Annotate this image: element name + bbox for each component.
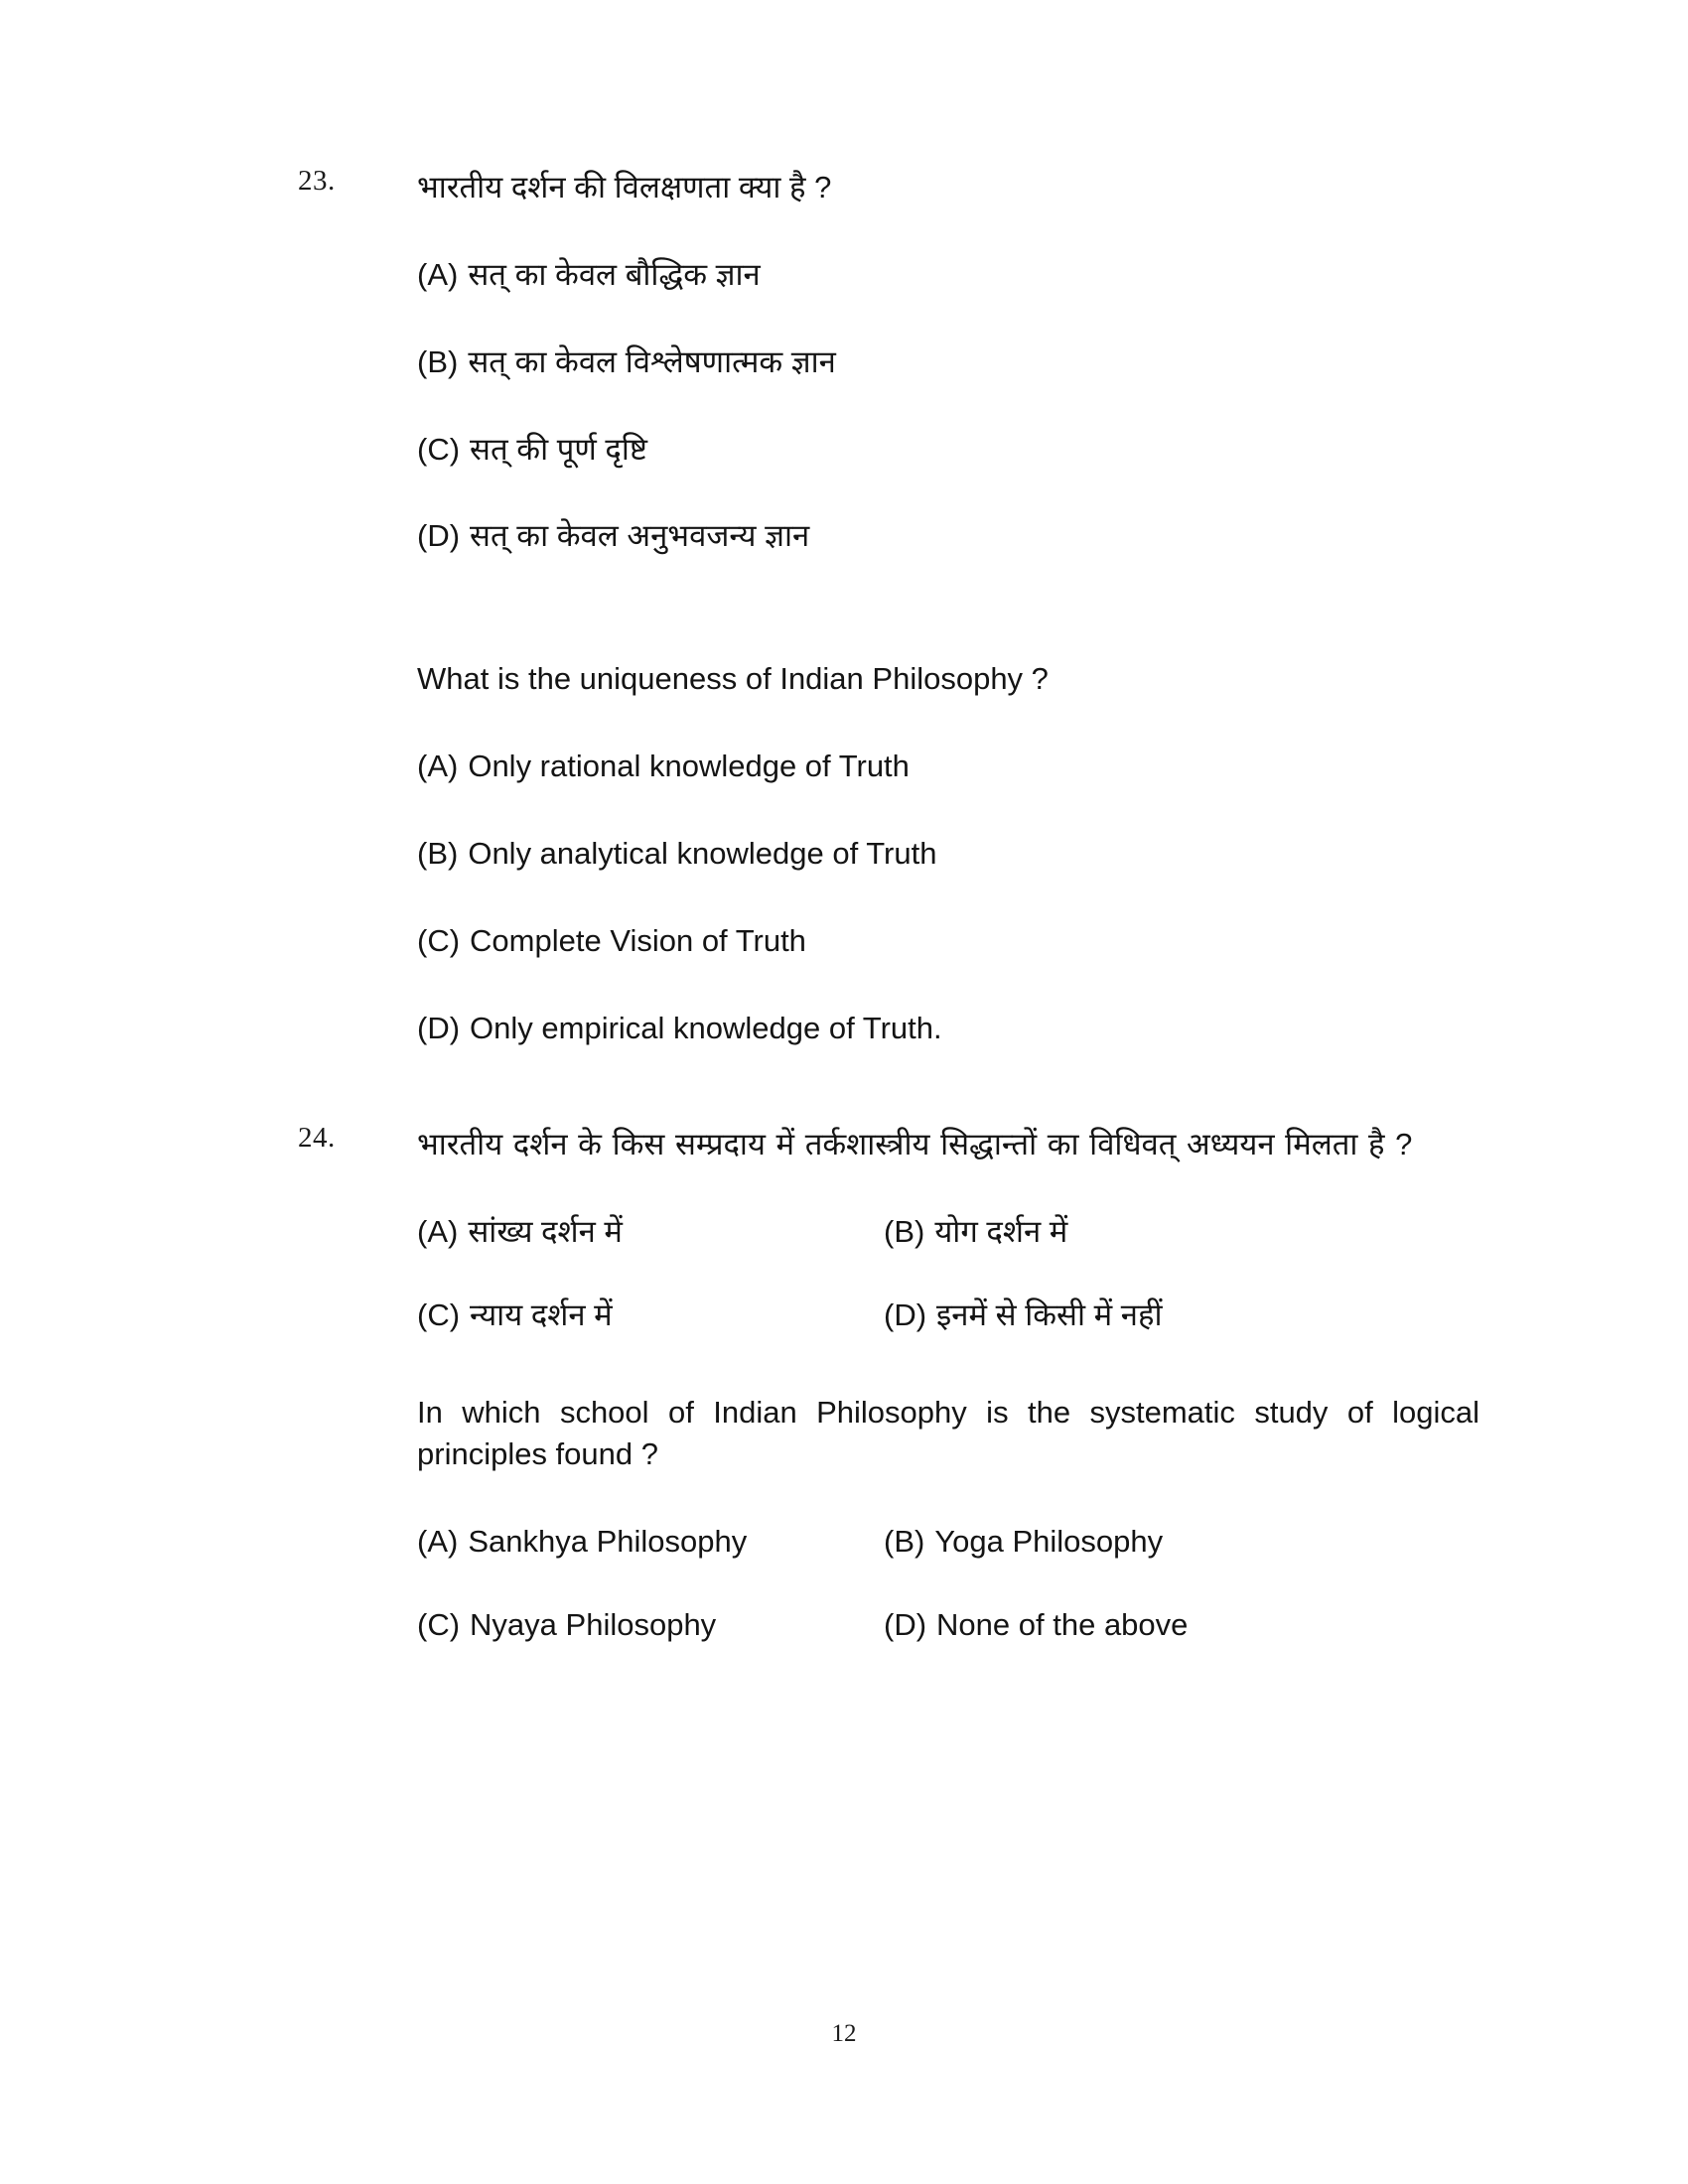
question-23 xyxy=(298,167,1479,1048)
page-content xyxy=(298,167,1479,1645)
option-label: (D) xyxy=(884,1297,927,1333)
question-23-body xyxy=(417,167,1479,1048)
option-label: (C) xyxy=(417,922,461,958)
option-text: योग दर्शन में xyxy=(934,1214,1068,1250)
question-23-hindi-option-d[interactable] xyxy=(417,515,1479,557)
question-23-hindi-option-b[interactable] xyxy=(417,341,1479,383)
option-label: (B) xyxy=(417,343,459,379)
option-label: (A) xyxy=(417,749,459,784)
option-label: (A) xyxy=(417,1523,459,1559)
option-label: (A) xyxy=(417,256,459,292)
option-label: (A) xyxy=(417,1214,459,1250)
question-24-hindi-option-a[interactable] xyxy=(417,1211,884,1253)
option-label: (B) xyxy=(884,1523,925,1559)
question-24-english-option-c[interactable] xyxy=(417,1604,884,1646)
spacer xyxy=(417,700,1479,746)
option-label: (B) xyxy=(884,1214,925,1250)
question-23-english-option-b[interactable] xyxy=(417,833,1479,875)
option-text: इनमें से किसी में नहीं xyxy=(936,1297,1163,1333)
option-label: (C) xyxy=(417,431,461,467)
question-23-english-stem: What is the uniqueness of Indian Philosophy ? xyxy=(417,661,1049,697)
option-text: सत् का केवल अनुभवजन्य ज्ञान xyxy=(470,518,810,554)
question-24-hindi-stem: भारतीय दर्शन के किस सम्प्रदाय में तर्कशास्त्रीय सिद्धान्तों का विधिवत् अध्ययन मिलता है ? xyxy=(417,1127,1413,1162)
question-24 xyxy=(298,1124,1479,1645)
option-text: Only rational knowledge of Truth xyxy=(468,749,910,784)
option-label: (C) xyxy=(417,1297,461,1333)
option-text: Only analytical knowledge of Truth xyxy=(468,835,937,871)
question-23-english-option-c[interactable] xyxy=(417,920,1479,962)
option-text: सत् का केवल विश्लेषणात्मक ज्ञान xyxy=(468,343,836,379)
option-text: Only empirical knowledge of Truth. xyxy=(470,1010,942,1045)
question-24-english-option-a[interactable] xyxy=(417,1521,884,1563)
question-24-hindi-option-b[interactable] xyxy=(884,1211,1479,1253)
page-number: 12 xyxy=(831,2020,857,2047)
spacer xyxy=(417,1336,1479,1392)
question-number-23: 23. xyxy=(298,165,336,197)
question-24-body xyxy=(417,1124,1479,1645)
question-24-english-option-b[interactable] xyxy=(884,1521,1479,1563)
question-23-english-option-d[interactable] xyxy=(417,1008,1479,1049)
option-text: न्याय दर्शन में xyxy=(470,1297,613,1333)
question-23-english-option-a[interactable] xyxy=(417,746,1479,787)
option-text: Complete Vision of Truth xyxy=(470,922,806,958)
question-24-english-option-d[interactable] xyxy=(884,1604,1479,1646)
option-text: सत् की पूर्ण दृष्टि xyxy=(470,431,647,467)
option-text: Yoga Philosophy xyxy=(934,1523,1164,1559)
spacer xyxy=(417,208,1479,254)
question-24-hindi-options xyxy=(417,1211,1479,1336)
question-23-hindi-option-c[interactable] xyxy=(417,429,1479,471)
question-23-hindi-option-a[interactable] xyxy=(417,254,1479,296)
question-24-hindi-option-d[interactable] xyxy=(884,1295,1479,1336)
option-text: Nyaya Philosophy xyxy=(470,1606,717,1642)
option-label: (D) xyxy=(417,1010,461,1045)
question-23-hindi-stem: भारतीय दर्शन की विलक्षणता क्या है ? xyxy=(417,170,832,205)
spacer xyxy=(417,1165,1479,1211)
option-label: (C) xyxy=(417,1606,461,1642)
spacer xyxy=(298,1048,1479,1124)
option-label: (B) xyxy=(417,835,459,871)
question-24-hindi-option-c[interactable] xyxy=(417,1295,884,1336)
option-label: (D) xyxy=(417,518,461,554)
option-text: Sankhya Philosophy xyxy=(468,1523,748,1559)
option-text: सांख्य दर्शन में xyxy=(468,1214,623,1250)
option-text: सत् का केवल बौद्धिक ज्ञान xyxy=(468,256,761,292)
spacer xyxy=(417,1475,1479,1521)
spacer xyxy=(417,603,1479,658)
option-label: (D) xyxy=(884,1606,927,1642)
question-number-24: 24. xyxy=(298,1122,336,1155)
question-24-english-options xyxy=(417,1521,1479,1646)
question-24-english-stem: In which school of Indian Philosophy is the systematic study of logical principles found ? xyxy=(417,1394,1479,1471)
option-text: None of the above xyxy=(936,1606,1189,1642)
